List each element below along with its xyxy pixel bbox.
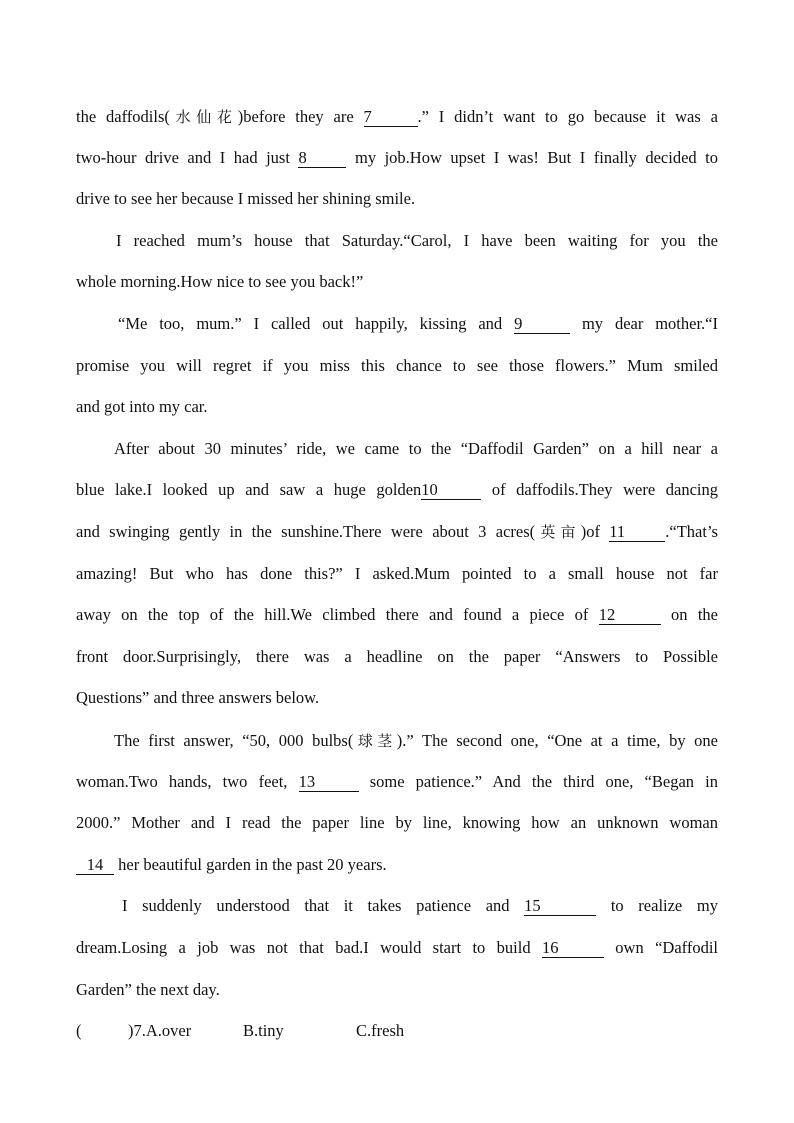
text-line: “Me too, mum.” I called out happily, kissing and 9 my dear mother.“I — [118, 314, 718, 333]
blank-11[interactable]: 11 — [609, 523, 665, 542]
option-b[interactable]: B.tiny — [243, 1021, 284, 1040]
text-line: two-hour drive and I had just 8 my job.How upset I was! But I finally decided to — [76, 148, 719, 167]
blank-12[interactable]: 12 — [599, 606, 661, 625]
text-line: 14 her beautiful garden in the past 20 years. — [76, 855, 718, 875]
blank-15[interactable]: 15 — [524, 897, 596, 916]
text-line: Questions” and three answers below. — [76, 688, 320, 707]
blank-9[interactable]: 9 — [514, 315, 570, 334]
blank-10[interactable]: 10 — [421, 481, 481, 500]
blank-16[interactable]: 16 — [542, 939, 604, 958]
text-line: promise you will regret if you miss this chance to see those flowers.” Mum smiled — [76, 356, 718, 375]
text-line: After about 30 minutes’ ride, we came to the “Daffodil Garden” on a hill near a — [114, 439, 718, 458]
text-line: I suddenly understood that it takes patience and 15 to realize my — [122, 896, 718, 915]
text-line: woman.Two hands, two feet, 13 some patience.” And the third one, “Began in — [76, 772, 719, 791]
text-line: I reached mum’s house that Saturday.“Carol, I have been waiting for you the — [116, 231, 718, 250]
text-line: away on the top of the hill.We climbed there and found a piece of 12 on the — [76, 605, 718, 624]
text-line: the daffodils(水仙花)before they are 7 .” I didn’t want to go because it was a — [76, 107, 718, 126]
text-line: blue lake.I looked up and saw a huge golden10 of daffodils.They were dancing — [76, 480, 718, 499]
text-line: amazing! But who has done this?” I asked.Mum pointed to a small house not far — [76, 564, 718, 583]
option-a[interactable]: )7.A.over — [128, 1021, 192, 1040]
text-line: drive to see her because I missed her shining smile. — [76, 189, 416, 208]
text-line: The first answer, “50, 000 bulbs(球茎).” The second one, “One at a time, by one — [114, 731, 718, 750]
blank-8[interactable]: 8 — [298, 149, 346, 168]
text-line: dream.Losing a job was not that bad.I would start to build 16 own “Daffodil — [76, 938, 719, 957]
blank-13[interactable]: 13 — [299, 773, 359, 792]
blank-7[interactable]: 7 — [364, 108, 418, 127]
text-line: and swinging gently in the sunshine.There were about 3 acres(英亩)of 11 .“That’s — [76, 522, 718, 541]
blank-14[interactable]: 14 — [76, 856, 114, 875]
option-c[interactable]: C.fresh — [356, 1021, 405, 1040]
answer-paren-open: ( — [76, 1021, 82, 1040]
text-line: 2000.” Mother and I read the paper line by line, knowing how an unknown woman — [76, 813, 718, 832]
text-line: and got into my car. — [76, 397, 208, 416]
text-line: Garden” the next day. — [76, 980, 220, 999]
text-line: whole morning.How nice to see you back!” — [76, 272, 364, 291]
text-line: front door.Surprisingly, there was a headline on the paper “Answers to Possible — [76, 647, 718, 666]
